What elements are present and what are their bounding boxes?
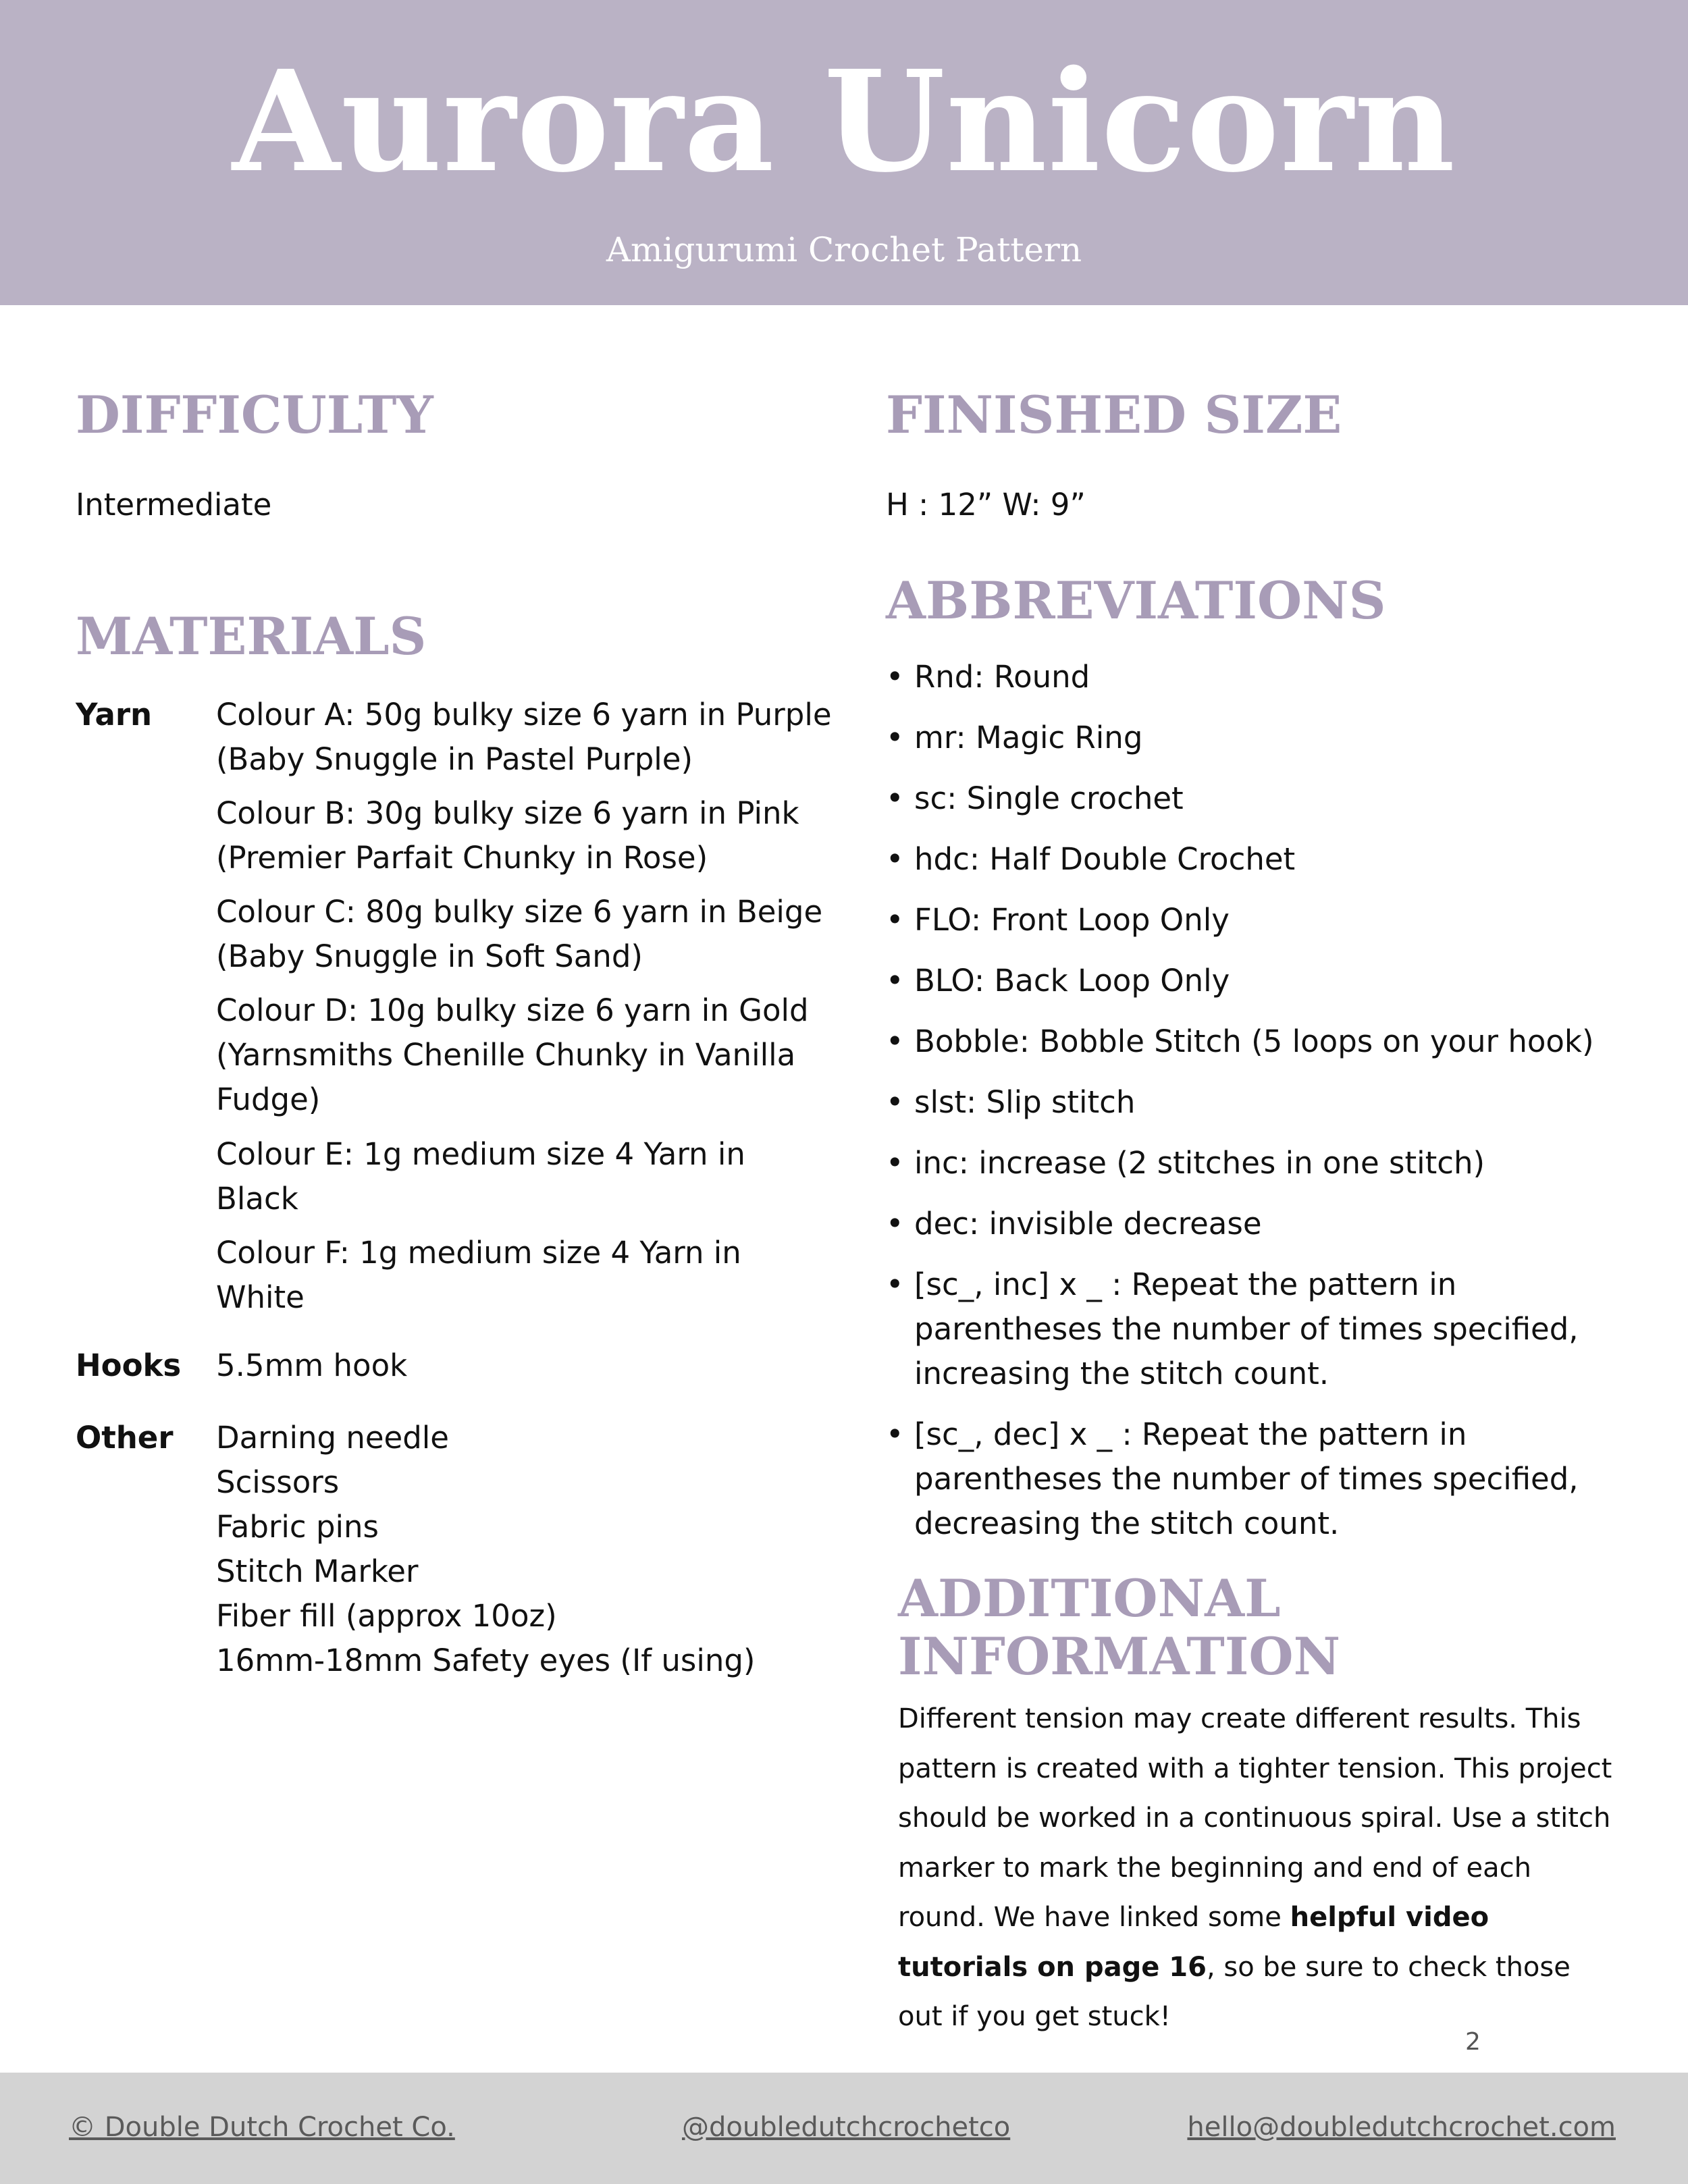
bullet: • [886, 1206, 904, 1242]
materials-heading: MATERIALS [76, 606, 427, 666]
abbreviations-heading: ABBREVIATIONS [886, 570, 1386, 631]
additional-info-text-end: , so be sure to check those out if you get stuck! [898, 1951, 1571, 2032]
difficulty-value: Intermediate [76, 487, 272, 523]
email-link[interactable]: hello@doubledutchcrochet.com [1187, 2112, 1616, 2143]
difficulty-heading: DIFFICULTY [76, 385, 433, 445]
abbreviation-text: [sc_, dec] x _ : Repeat the pattern in parentheses the number of times specified, decreasing the stitch count. [914, 1416, 1579, 1541]
yarn-colour-f: Colour F: 1g medium size 4 Yarn in White [216, 1235, 741, 1315]
yarn-colour-b: Colour B: 30g bulky size 6 yarn in Pink (Premier Parfait Chunky in Rose) [216, 795, 799, 876]
additional-info-heading: ADDITIONAL INFORMATION [898, 1568, 1341, 1686]
list-item [886, 898, 1642, 942]
list-item [886, 1080, 1642, 1125]
abbreviation-text: mr: Magic Ring [914, 720, 1143, 755]
bullet: • [886, 1145, 904, 1181]
list-item [886, 655, 1642, 699]
bullet: • [886, 1084, 904, 1120]
copyright-link[interactable]: © Double Dutch Crochet Co. [69, 2112, 455, 2143]
finished-size-value: H : 12” W: 9” [886, 487, 1086, 523]
yarn-colour-e: Colour E: 1g medium size 4 Yarn in Black [216, 1136, 745, 1217]
abbreviations-list [886, 655, 1642, 1562]
footer [0, 2073, 1688, 2184]
abbreviation-text: FLO: Front Loop Only [914, 902, 1230, 938]
hooks-value: 5.5mm hook [216, 1348, 408, 1383]
abbreviation-text: inc: increase (2 stitches in one stitch) [914, 1145, 1485, 1181]
abbreviation-text: [sc_, inc] x _ : Repeat the pattern in parentheses the number of times specified, increasing the stitch count. [914, 1267, 1579, 1391]
yarn-colour-c: Colour C: 80g bulky size 6 yarn in Beige (Baby Snuggle in Soft Sand) [216, 894, 823, 974]
header-banner [0, 0, 1688, 305]
page-subtitle: Amigurumi Crochet Pattern [606, 230, 1082, 269]
page-number: 2 [1465, 2028, 1481, 2056]
abbreviation-text: hdc: Half Double Crochet [914, 841, 1296, 877]
yarn-colour-d: Colour D: 10g bulky size 6 yarn in Gold (Yarnsmiths Chenille Chunky in Vanilla Fudge) [216, 992, 809, 1117]
abbreviation-text: dec: invisible decrease [914, 1206, 1262, 1242]
abbreviation-text: sc: Single crochet [914, 780, 1184, 816]
abbreviation-text: BLO: Back Loop Only [914, 963, 1230, 998]
bullet: • [886, 720, 904, 755]
yarn-colour-a: Colour A: 50g bulky size 6 yarn in Purple (Baby Snuggle in Pastel Purple) [216, 697, 832, 777]
abbreviation-text: slst: Slip stitch [914, 1084, 1136, 1120]
bullet: • [886, 780, 904, 816]
list-item [886, 1141, 1642, 1186]
bullet: • [886, 1023, 904, 1059]
page-title: Aurora Unicorn [232, 40, 1456, 203]
finished-size-heading: FINISHED SIZE [886, 385, 1342, 445]
bullet: • [886, 963, 904, 998]
list-item [886, 716, 1642, 760]
bullet: • [886, 1416, 904, 1452]
list-item [886, 1202, 1642, 1246]
list-item [886, 959, 1642, 1003]
video-tutorials-reference: helpful video tutorials on page 16 [898, 1902, 1489, 1983]
hooks-label: Hooks [76, 1348, 182, 1383]
yarn-label: Yarn [76, 697, 153, 733]
bullet: • [886, 902, 904, 938]
list-item [886, 1019, 1642, 1064]
list-item [886, 776, 1642, 821]
list-item [886, 1262, 1642, 1396]
other-label: Other [76, 1420, 174, 1456]
list-item [886, 837, 1642, 882]
additional-info-text-start: Different tension may create different results. This pattern is created with a tighter tension. This project should be worked in a continuous spiral. Use a stitch marker to mark the beginning and end of each round. We have linked some [898, 1703, 1612, 1933]
bullet: • [886, 841, 904, 877]
additional-info-text [898, 1695, 1614, 2042]
bullet: • [886, 659, 904, 695]
bullet: • [886, 1267, 904, 1302]
abbreviation-text: Bobble: Bobble Stitch (5 loops on your hook) [914, 1023, 1594, 1059]
social-handle-link[interactable]: @doubledutchcrochetco [682, 2112, 1011, 2143]
other-materials: Darning needle Scissors Fabric pins Stitch Marker Fiber fill (approx 10oz) 16mm-18mm Safety eyes (If using) [216, 1420, 756, 1678]
list-item [886, 1412, 1642, 1546]
abbreviation-text: Rnd: Round [914, 659, 1090, 695]
